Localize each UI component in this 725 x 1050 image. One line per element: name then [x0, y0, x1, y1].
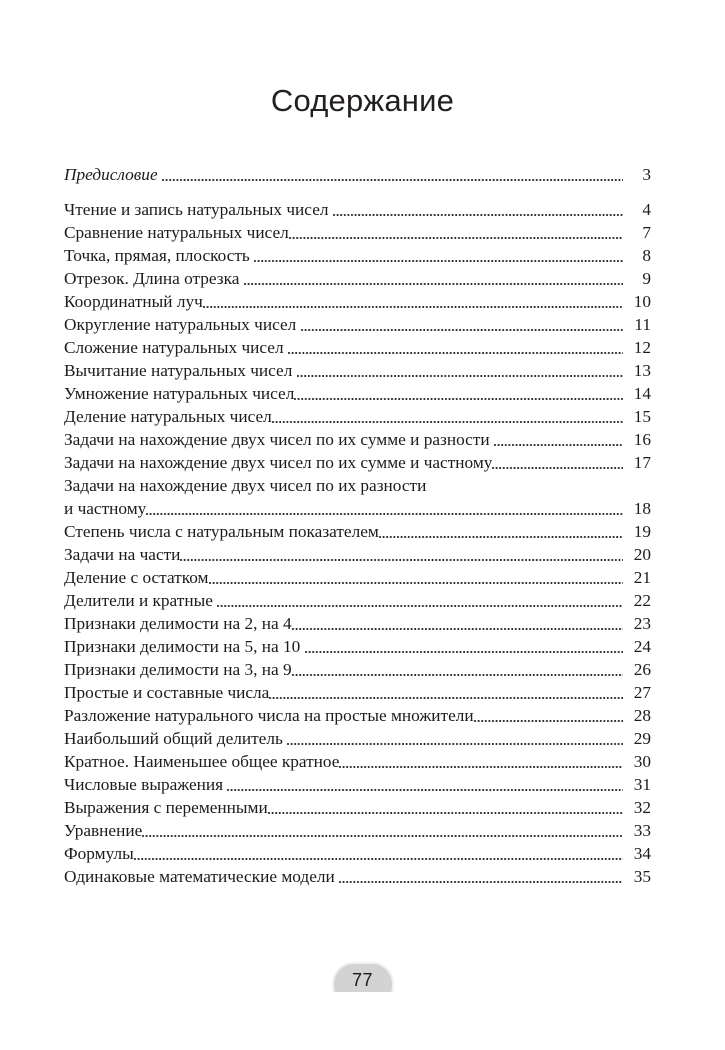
toc-entry-label: Отрезок. Длина отрезка: [64, 269, 240, 288]
toc-dot-leader: [297, 365, 623, 382]
toc-dot-leader: [339, 756, 623, 773]
toc-dot-leader: [180, 549, 623, 566]
toc-entry-label: Предисловие: [64, 165, 158, 184]
toc-entry-label: Признаки делимости на 3, на 9: [64, 660, 292, 679]
toc-entry-page-number: 8: [642, 246, 651, 265]
table-of-contents-list: [64, 163, 651, 888]
toc-entry[interactable]: [64, 704, 651, 727]
toc-entry-page-number: 26: [633, 660, 651, 679]
toc-entry-page-number: 22: [633, 591, 651, 610]
toc-dot-leader: [203, 296, 623, 313]
toc-entry[interactable]: [64, 819, 651, 842]
toc-entry[interactable]: [64, 543, 651, 566]
toc-dot-leader: [244, 273, 623, 290]
toc-entry-label: Кратное. Наименьшее общее кратное: [64, 752, 340, 771]
toc-entry-page-number: 14: [633, 384, 651, 403]
toc-dot-leader: [333, 204, 623, 221]
toc-dot-leader: [142, 825, 623, 842]
page-title: Содержание: [270, 83, 455, 118]
toc-entry[interactable]: [64, 612, 651, 635]
toc-entry[interactable]: [64, 566, 651, 589]
toc-entry-page-number: 16: [633, 430, 651, 449]
toc-entry-page-number: 17: [633, 453, 651, 472]
toc-entry-label: Формулы: [64, 844, 134, 863]
toc-entry[interactable]: [64, 451, 651, 474]
toc-entry[interactable]: [64, 842, 651, 865]
toc-entry[interactable]: [64, 773, 651, 796]
toc-dot-leader: [287, 733, 623, 750]
toc-entry-label: Наибольший общий делитель: [64, 729, 283, 748]
page-footer: [0, 962, 725, 992]
toc-entry[interactable]: [64, 750, 651, 773]
toc-entry[interactable]: [64, 336, 651, 359]
toc-entry-label: Округление натуральных чисел: [64, 315, 297, 334]
toc-entry-label: Умножение натуральных чисел: [64, 384, 295, 403]
toc-entry-page-number: 4: [642, 200, 651, 219]
toc-dot-leader: [269, 687, 623, 704]
toc-entry[interactable]: [64, 428, 651, 451]
toc-dot-leader: [339, 871, 623, 888]
toc-dot-leader: [217, 595, 623, 612]
toc-entry-page-number: 28: [633, 706, 651, 725]
toc-entry[interactable]: [64, 163, 651, 186]
toc-entry-page-number: 30: [633, 752, 651, 771]
toc-entry[interactable]: [64, 520, 651, 543]
toc-dot-leader: [494, 434, 623, 451]
toc-dot-leader: [134, 848, 623, 865]
toc-entry-page-number: 11: [634, 315, 651, 334]
toc-entry-page-number: 9: [642, 269, 651, 288]
toc-entry[interactable]: [64, 313, 651, 336]
page-number-badge: [332, 962, 394, 992]
toc-entry[interactable]: [64, 244, 651, 267]
toc-entry[interactable]: [64, 267, 651, 290]
toc-entry-label: Одинаковые математические модели: [64, 867, 335, 886]
toc-dot-leader: [474, 710, 623, 727]
toc-entry-page-number: 27: [633, 683, 651, 702]
toc-dot-leader: [379, 526, 623, 543]
toc-entry-page-number: 13: [633, 361, 651, 380]
toc-entry-page-number: 31: [633, 775, 651, 794]
toc-entry[interactable]: [64, 382, 651, 405]
toc-entry[interactable]: [64, 635, 651, 658]
toc-entry-label: Признаки делимости на 5, на 10: [64, 637, 301, 656]
toc-entry-label: Числовые выражения: [64, 775, 224, 794]
toc-entry-label: Точка, прямая, плоскость: [64, 246, 250, 265]
toc-entry-page-number: 23: [633, 614, 651, 633]
toc-entry-label: Задачи на нахождение двух чисел по их сумме и частному: [64, 453, 493, 472]
toc-entry-label: Вычитание натуральных чисел: [64, 361, 293, 380]
toc-entry-page-number: 21: [633, 568, 651, 587]
toc-entry-page-number: 19: [633, 522, 651, 541]
toc-entry-page-number: 15: [633, 407, 651, 426]
toc-entry-label: Простые и составные числа: [64, 683, 270, 702]
toc-entry-page-number: 29: [633, 729, 651, 748]
toc-entry[interactable]: [64, 474, 651, 497]
toc-entry-label: Делители и кратные: [64, 591, 213, 610]
toc-entry-page-number: 7: [642, 223, 651, 242]
toc-dot-leader: [305, 641, 623, 658]
toc-dot-leader: [289, 227, 623, 244]
toc-entry-page-number: 12: [633, 338, 651, 357]
toc-dot-leader: [268, 802, 623, 819]
toc-entry[interactable]: [64, 658, 651, 681]
toc-entry-page-number: 24: [633, 637, 651, 656]
toc-entry[interactable]: [64, 681, 651, 704]
toc-entry[interactable]: [64, 198, 651, 221]
toc-entry-page-number: 34: [633, 844, 651, 863]
toc-entry[interactable]: [64, 359, 651, 382]
toc-entry-label: Задачи на части: [64, 545, 181, 564]
toc-entry-page-number: 33: [633, 821, 651, 840]
toc-entry-label: Степень числа с натуральным показателем: [64, 522, 379, 541]
toc-dot-leader: [254, 250, 623, 267]
toc-entry-label: Координатный луч: [64, 292, 203, 311]
toc-dot-leader: [292, 618, 623, 635]
toc-entry-label: Признаки делимости на 2, на 4: [64, 614, 292, 633]
toc-entry[interactable]: [64, 290, 651, 313]
toc-dot-leader: [162, 169, 623, 186]
toc-dot-leader: [294, 388, 623, 405]
toc-dot-leader: [288, 342, 623, 359]
toc-dot-leader: [492, 457, 623, 474]
toc-dot-leader: [209, 572, 624, 589]
toc-entry-page-number: 35: [633, 867, 651, 886]
toc-dot-leader: [272, 411, 623, 428]
toc-entry-label: Разложение натурального числа на простые множители: [64, 706, 474, 725]
toc-entry-label: Деление с остатком: [64, 568, 209, 587]
toc-dot-leader: [227, 779, 623, 796]
toc-entry-label: Чтение и запись натуральных чисел: [64, 200, 329, 219]
toc-entry-label: Сложение натуральных чисел: [64, 338, 284, 357]
toc-entry-page-number: 20: [633, 545, 651, 564]
toc-entry-label: Сравнение натуральных чисел: [64, 223, 289, 242]
page-number-label: 77: [351, 970, 374, 990]
toc-entry[interactable]: [64, 405, 651, 428]
toc-entry-label: и частному: [64, 499, 147, 518]
toc-entry-label: Задачи на нахождение двух чисел по их сумме и разности: [64, 430, 490, 449]
toc-entry[interactable]: [64, 727, 651, 750]
toc-dot-leader: [301, 319, 623, 336]
toc-entry[interactable]: [64, 865, 651, 888]
toc-entry[interactable]: [64, 497, 651, 520]
toc-entry[interactable]: [64, 589, 651, 612]
toc-dot-leader: [292, 664, 623, 681]
toc-entry-page-number: 3: [642, 165, 651, 184]
toc-entry-page-number: 32: [633, 798, 651, 817]
toc-entry-label: Уравнение: [64, 821, 143, 840]
toc-entry[interactable]: [64, 796, 651, 819]
toc-entry[interactable]: [64, 221, 651, 244]
toc-entry-page-number: 10: [633, 292, 651, 311]
toc-entry-label: Деление натуральных чисел: [64, 407, 272, 426]
toc-entry-label: Задачи на нахождение двух чисел по их разности: [64, 476, 427, 495]
toc-entry-page-number: 18: [633, 499, 651, 518]
toc-entry-label: Выражения с переменными: [64, 798, 268, 817]
toc-dot-leader: [146, 503, 623, 520]
